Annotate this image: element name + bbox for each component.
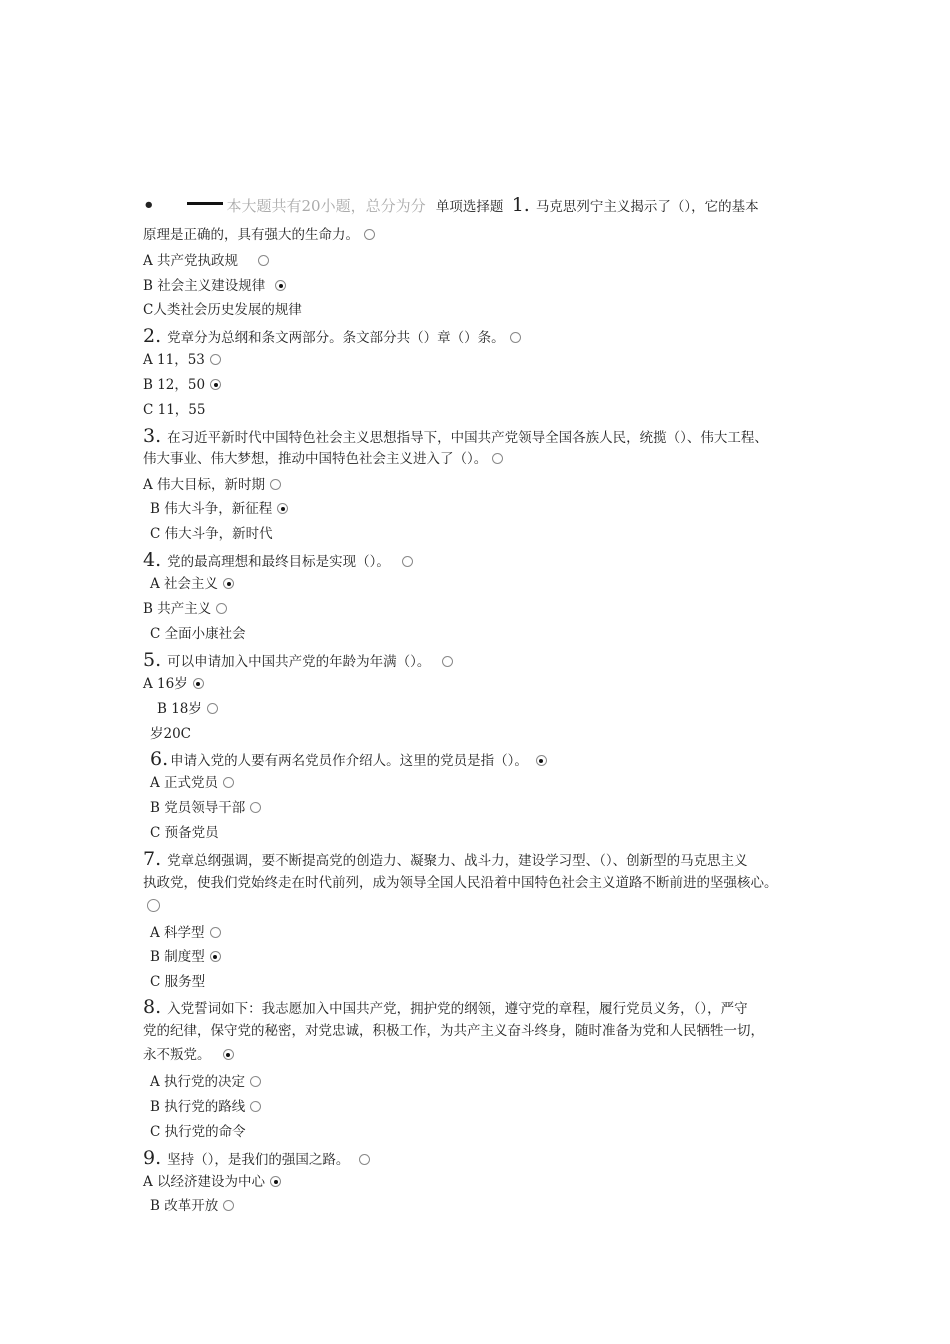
option-radio[interactable] <box>250 802 261 813</box>
option: A 16岁 <box>143 675 204 693</box>
question: 3. 在习近平新时代中国特色社会主义思想指导下，中国共产党领导全国各族人民，统揽（）、伟大工程、 <box>143 425 768 447</box>
option-radio[interactable] <box>223 777 234 788</box>
option-radio-selected[interactable] <box>210 951 221 962</box>
option-radio-selected[interactable] <box>193 678 204 689</box>
question-text-continued: 原理是正确的，具有强大的生命力。 <box>143 226 375 244</box>
question-text: 马克思列宁主义揭示了（），它的基本 <box>535 199 759 215</box>
option: C 11，55 <box>143 402 206 418</box>
option-radio-selected[interactable] <box>277 503 288 514</box>
question-text-continued: 永不叛党。 <box>143 1046 234 1064</box>
option-radio[interactable] <box>250 1076 261 1087</box>
question-radio[interactable] <box>223 1049 234 1060</box>
question-radio[interactable] <box>359 1154 370 1165</box>
option-radio[interactable] <box>258 255 269 266</box>
question-radio[interactable] <box>147 899 160 912</box>
question: 4. 党的最高理想和最终目标是实现（）。 <box>143 551 413 571</box>
option-radio[interactable] <box>207 703 218 714</box>
option: A 执行党的决定 <box>150 1073 261 1091</box>
option-radio[interactable] <box>210 927 221 938</box>
option-radio-selected[interactable] <box>210 379 221 390</box>
option: C人类社会历史发展的规律 <box>143 302 302 318</box>
question: 8. 入党誓词如下：我志愿加入中国共产党，拥护党的纲领，遵守党的章程，履行党员义务，（），严守 <box>143 996 748 1018</box>
question-radio[interactable] <box>364 229 375 240</box>
option: B 改革开放 <box>150 1197 234 1215</box>
section-header <box>143 196 759 216</box>
option: C 执行党的命令 <box>150 1124 246 1140</box>
question-radio[interactable] <box>402 556 413 567</box>
option-radio-selected[interactable] <box>270 1176 281 1187</box>
bullet: • <box>143 195 155 216</box>
option: A 共产党执政规 <box>143 252 269 270</box>
option: B 党员领导干部 <box>150 799 261 817</box>
option: A 科学型 <box>150 924 221 942</box>
question-radio-row <box>143 898 160 916</box>
question-radio[interactable] <box>492 453 503 464</box>
option: B 18岁 <box>157 700 218 718</box>
section-summary: 本大题共有20小题，总分为分 <box>226 197 426 215</box>
question-text-continued: 执政党，使我们党始终走在时代前列，成为领导全国人民沿着中国特色社会主义道路不断前进的坚强核心。 <box>143 875 778 891</box>
section-number-dash <box>187 202 223 205</box>
question-radio[interactable] <box>536 755 547 766</box>
option: B 12，50 <box>143 376 221 394</box>
option: A 社会主义 <box>150 575 234 593</box>
option-radio-selected[interactable] <box>223 578 234 589</box>
question: 5. 可以申请加入中国共产党的年龄为年满（）。 <box>143 651 453 671</box>
option: B 共产主义 <box>143 600 227 618</box>
option: B 制度型 <box>150 948 221 966</box>
question: 7. 党章总纲强调，要不断提高党的创造力、凝聚力、战斗力，建设学习型、（）、创新型的马克思主义 <box>143 848 748 870</box>
option: A 11，53 <box>143 351 221 369</box>
question-radio[interactable] <box>510 332 521 343</box>
question-radio[interactable] <box>442 656 453 667</box>
option: A 正式党员 <box>150 774 234 792</box>
option: C 预备党员 <box>150 825 219 841</box>
option-radio-selected[interactable] <box>275 280 286 291</box>
question-text-continued: 党的纪律，保守党的秘密，对党忠诚，积极工作，为共产主义奋斗终身，随时准备为党和人民牺牲一切， <box>143 1023 764 1039</box>
question-text-continued: 伟大事业、伟大梦想，推动中国特色社会主义进入了（）。 <box>143 450 503 468</box>
option: B 执行党的路线 <box>150 1098 261 1116</box>
option: B 伟大斗争，新征程 <box>150 500 288 518</box>
section-type: 单项选择题 <box>435 199 504 215</box>
option: C 服务型 <box>150 974 206 990</box>
option: B 社会主义建设规律 <box>143 277 286 295</box>
option: C 伟大斗争，新时代 <box>150 526 273 542</box>
option-radio[interactable] <box>270 479 281 490</box>
option-radio[interactable] <box>210 354 221 365</box>
question: 2. 党章分为总纲和条文两部分。条文部分共（）章（）条。 <box>143 327 521 347</box>
option: A 以经济建设为中心 <box>143 1173 281 1191</box>
option: C 全面小康社会 <box>150 626 246 642</box>
question: 9. 坚持（），是我们的强国之路。 <box>143 1149 370 1169</box>
option-radio[interactable] <box>250 1101 261 1112</box>
question-number: 1. <box>511 194 530 216</box>
option: A 伟大目标，新时期 <box>143 476 281 494</box>
question: 6. 申请入党的人要有两名党员作介绍人。这里的党员是指（）。 <box>150 750 547 770</box>
option-radio[interactable] <box>223 1200 234 1211</box>
option: 岁20C <box>150 726 192 742</box>
option-radio[interactable] <box>216 603 227 614</box>
